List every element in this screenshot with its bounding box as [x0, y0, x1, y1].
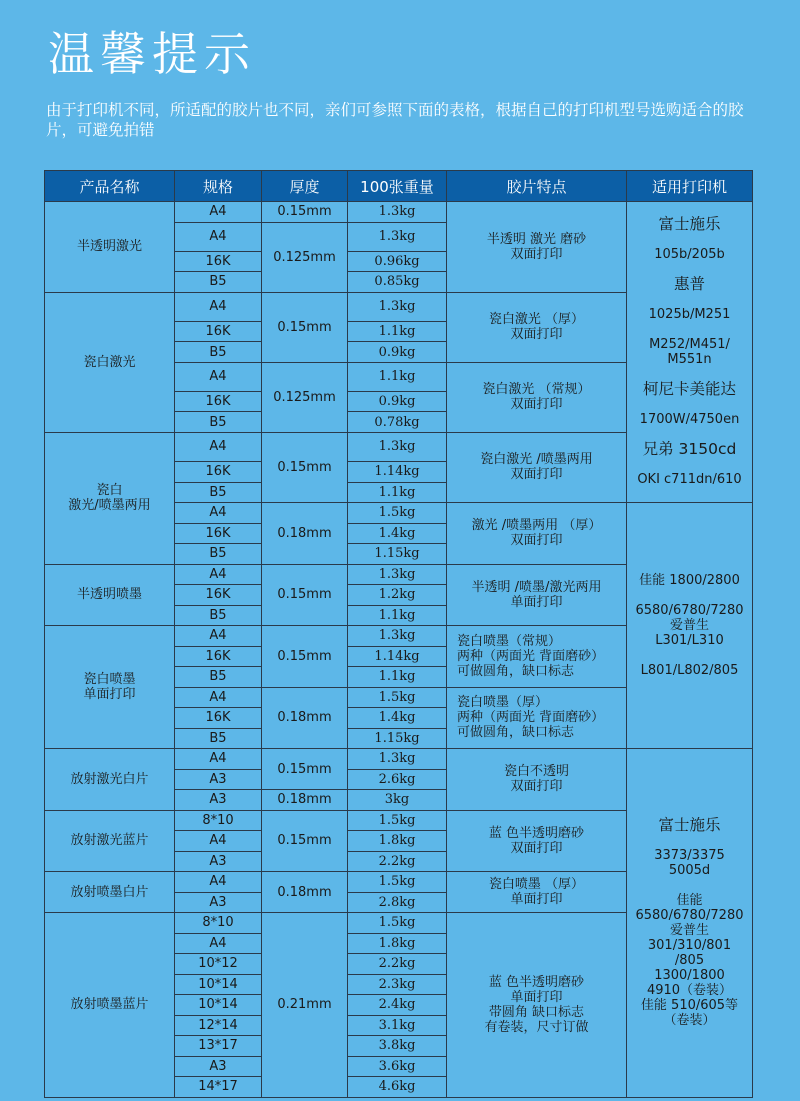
printer-cell	[627, 202, 753, 503]
feature-cell: 蓝 色半透明磨砂 双面打印	[447, 810, 627, 872]
header-product-name: 产品名称	[45, 171, 175, 202]
weight-cell: 1.15kg	[348, 728, 447, 749]
size-cell: B5	[175, 272, 262, 293]
weight-cell: 1.1kg	[348, 667, 447, 688]
thickness-cell: 0.125mm	[262, 362, 348, 432]
feature-cell: 蓝 色半透明磨砂 单面打印 带圆角 缺口标志 有卷装，尺寸订做	[447, 913, 627, 1098]
weight-cell: 2.3kg	[348, 974, 447, 995]
size-cell: A3	[175, 769, 262, 790]
weight-cell: 2.4kg	[348, 995, 447, 1016]
page-title: 温馨提示	[48, 27, 256, 81]
size-cell: 10*14	[175, 974, 262, 995]
weight-cell: 1.1kg	[348, 482, 447, 503]
size-cell: B5	[175, 412, 262, 433]
weight-cell: 1.1kg	[348, 321, 447, 342]
weight-cell: 1.14kg	[348, 462, 447, 483]
thickness-cell: 0.18mm	[262, 872, 348, 913]
weight-cell: 1.5kg	[348, 503, 447, 524]
size-cell: A4	[175, 564, 262, 585]
table-row	[45, 749, 753, 770]
size-cell: A4	[175, 872, 262, 893]
size-cell: A4	[175, 362, 262, 391]
printer-cell: 佳能 1800/2800 6580/6780/7280 爱普生 L301/L310 L801/L802/805	[627, 503, 753, 749]
size-cell: 16K	[175, 708, 262, 729]
size-cell: A4	[175, 222, 262, 251]
size-cell: A4	[175, 292, 262, 321]
weight-cell: 2.2kg	[348, 954, 447, 975]
size-cell: 10*12	[175, 954, 262, 975]
header-printer: 适用打印机	[627, 171, 753, 202]
weight-cell: 1.14kg	[348, 646, 447, 667]
weight-cell: 1.5kg	[348, 810, 447, 831]
weight-cell: 1.3kg	[348, 432, 447, 461]
header-size: 规格	[175, 171, 262, 202]
printer-brand: 兄弟 3150cd	[642, 440, 737, 458]
weight-cell: 0.78kg	[348, 412, 447, 433]
feature-cell: 瓷白激光 /喷墨两用 双面打印	[447, 432, 627, 502]
printer-models: OKI c711dn/610	[637, 472, 742, 487]
size-cell: A4	[175, 626, 262, 647]
size-cell: 16K	[175, 391, 262, 412]
feature-cell: 瓷白激光 （常规） 双面打印	[447, 362, 627, 432]
thickness-cell: 0.18mm	[262, 503, 348, 565]
weight-cell: 0.85kg	[348, 272, 447, 293]
weight-cell: 1.8kg	[348, 933, 447, 954]
size-cell: B5	[175, 342, 262, 363]
size-cell: 13*17	[175, 1036, 262, 1057]
thickness-cell: 0.15mm	[262, 810, 348, 872]
table-header-row	[45, 171, 753, 202]
weight-cell: 1.15kg	[348, 544, 447, 565]
thickness-cell: 0.15mm	[262, 564, 348, 626]
weight-cell: 0.9kg	[348, 391, 447, 412]
size-cell: A4	[175, 831, 262, 852]
feature-cell: 瓷白激光 （厚） 双面打印	[447, 292, 627, 362]
product-name: 放射激光蓝片	[45, 810, 175, 872]
spec-table	[44, 170, 753, 1098]
printer-brand: 惠普	[673, 275, 705, 293]
thickness-cell: 0.15mm	[262, 432, 348, 502]
size-cell: A3	[175, 851, 262, 872]
weight-cell: 0.9kg	[348, 342, 447, 363]
weight-cell: 1.4kg	[348, 523, 447, 544]
size-cell: A4	[175, 687, 262, 708]
thickness-cell: 0.15mm	[262, 626, 348, 688]
table-row	[45, 202, 753, 223]
size-cell: A4	[175, 749, 262, 770]
weight-cell: 1.2kg	[348, 585, 447, 606]
size-cell: A3	[175, 1056, 262, 1077]
product-name: 瓷白激光	[45, 292, 175, 432]
thickness-cell: 0.15mm	[262, 749, 348, 790]
weight-cell: 1.5kg	[348, 687, 447, 708]
intro-text: 由于打印机不同，所适配的胶片也不同，亲们可参照下面的表格，根据自己的打印机型号选购适合的胶片，可避免拍错	[46, 101, 744, 139]
weight-cell: 2.6kg	[348, 769, 447, 790]
size-cell: 16K	[175, 585, 262, 606]
thickness-cell: 0.15mm	[262, 202, 348, 223]
size-cell: B5	[175, 482, 262, 503]
thickness-cell: 0.15mm	[262, 292, 348, 362]
weight-cell: 3.6kg	[348, 1056, 447, 1077]
printer-cell	[627, 749, 753, 1098]
weight-cell: 1.4kg	[348, 708, 447, 729]
thickness-cell: 0.18mm	[262, 790, 348, 811]
size-cell: B5	[175, 544, 262, 565]
size-cell: A3	[175, 892, 262, 913]
size-cell: 16K	[175, 646, 262, 667]
feature-cell: 瓷白喷墨（厚） 两种（两面光 背面磨砂） 可做圆角，缺口标志	[447, 687, 627, 749]
size-cell: 12*14	[175, 1015, 262, 1036]
size-cell: A4	[175, 202, 262, 223]
weight-cell: 1.3kg	[348, 202, 447, 223]
size-cell: 16K	[175, 321, 262, 342]
product-name: 放射激光白片	[45, 749, 175, 811]
weight-cell: 1.1kg	[348, 362, 447, 391]
header-weight: 100张重量	[348, 171, 447, 202]
size-cell: B5	[175, 667, 262, 688]
size-cell: 16K	[175, 251, 262, 272]
printer-models: 1700W/4750en	[639, 412, 740, 427]
weight-cell: 1.3kg	[348, 749, 447, 770]
feature-cell: 半透明 激光 磨砂 双面打印	[447, 202, 627, 293]
thickness-cell: 0.125mm	[262, 222, 348, 292]
size-cell: 16K	[175, 462, 262, 483]
feature-cell: 激光 /喷墨两用 （厚） 双面打印	[447, 503, 627, 565]
weight-cell: 3.1kg	[348, 1015, 447, 1036]
size-cell: 8*10	[175, 913, 262, 934]
size-cell: A4	[175, 933, 262, 954]
printer-models: 3373/3375 5005d 佳能 6580/6780/7280 爱普生 301/310/801 /805 1300/1800 4910（卷装） 佳能 510/605等 （卷装）	[635, 847, 744, 1028]
printer-brand: 富士施乐	[658, 815, 721, 834]
size-cell: 8*10	[175, 810, 262, 831]
size-cell: A3	[175, 790, 262, 811]
printer-models: 105b/205b	[654, 247, 725, 262]
weight-cell: 4.6kg	[348, 1077, 447, 1098]
weight-cell: 1.3kg	[348, 222, 447, 251]
feature-cell: 半透明 /喷墨/激光两用 单面打印	[447, 564, 627, 626]
weight-cell: 3kg	[348, 790, 447, 811]
size-cell: A4	[175, 503, 262, 524]
size-cell: A4	[175, 432, 262, 461]
feature-cell: 瓷白喷墨（常规） 两种（两面光 背面磨砂） 可做圆角，缺口标志	[447, 626, 627, 688]
product-name: 瓷白喷墨 单面打印	[45, 626, 175, 749]
size-cell: B5	[175, 605, 262, 626]
weight-cell: 1.3kg	[348, 292, 447, 321]
weight-cell: 2.8kg	[348, 892, 447, 913]
feature-cell: 瓷白喷墨 （厚） 单面打印	[447, 872, 627, 913]
header-thickness: 厚度	[262, 171, 348, 202]
weight-cell: 1.1kg	[348, 605, 447, 626]
size-cell: 16K	[175, 523, 262, 544]
product-name: 放射喷墨蓝片	[45, 913, 175, 1098]
product-name: 放射喷墨白片	[45, 872, 175, 913]
product-name: 半透明喷墨	[45, 564, 175, 626]
size-cell: 10*14	[175, 995, 262, 1016]
product-name: 半透明激光	[45, 202, 175, 293]
weight-cell: 1.3kg	[348, 564, 447, 585]
printer-brand: 柯尼卡美能达	[642, 380, 736, 398]
weight-cell: 1.5kg	[348, 872, 447, 893]
size-cell: 14*17	[175, 1077, 262, 1098]
weight-cell: 0.96kg	[348, 251, 447, 272]
feature-cell: 瓷白不透明 双面打印	[447, 749, 627, 811]
weight-cell: 3.8kg	[348, 1036, 447, 1057]
printer-models: 1025b/M251 M252/M451/ M551n	[648, 307, 731, 367]
weight-cell: 1.8kg	[348, 831, 447, 852]
weight-cell: 2.2kg	[348, 851, 447, 872]
size-cell: B5	[175, 728, 262, 749]
thickness-cell: 0.18mm	[262, 687, 348, 749]
weight-cell: 1.5kg	[348, 913, 447, 934]
printer-brand: 富士施乐	[658, 215, 721, 233]
product-name: 瓷白 激光/喷墨两用	[45, 432, 175, 564]
header-feature: 胶片特点	[447, 171, 627, 202]
thickness-cell: 0.21mm	[262, 913, 348, 1098]
weight-cell: 1.3kg	[348, 626, 447, 647]
